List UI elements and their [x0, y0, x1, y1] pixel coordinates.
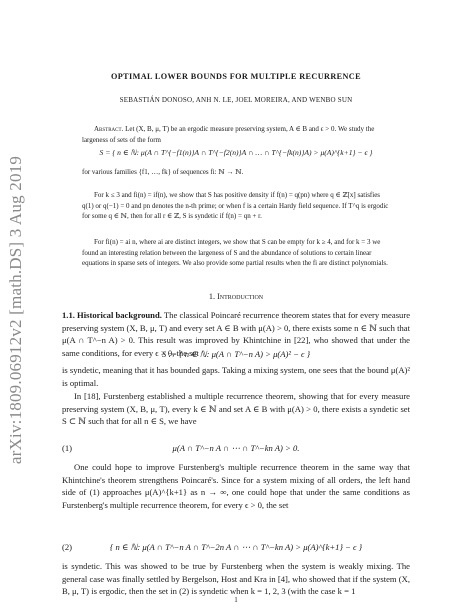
- page-number: 1: [234, 596, 238, 604]
- arxiv-identifier: arXiv:1809.06912v2 [math.DS] 3 Aug 2019: [6, 155, 25, 465]
- body-paragraph-5: is syndetic. This was showed to be true by Furstenberg when the system is weakly mixing. The general case was finally settled by Bergelson, Host and Kra in [4], who showed that if the system (X, B, μ, T) is ergodic, then the set in (2) is syndetic when k = 1, 2, 3 (with the case k = 1: [62, 561, 410, 597]
- equation-syndetic-set: S := { n ∈ ℕ: μ(A ∩ T^−n A) > μ(A)² − ϵ }: [161, 349, 311, 359]
- body-text-1: The classical Poincaré recurrence theorem states that for every measure preserving system (X, B, μ, T) and every set A ∈ B with μ(A) > 0, there exists some n ∈ ℕ such that μ(A ∩ T^−n A) > 0. This result was improved by Khintchine in [22], who showed that under the same conditions, for every ϵ > 0, the set: [62, 310, 411, 358]
- section-heading: [62, 292, 410, 301]
- abstract-paragraph-2: for various families {f1, …, fk} of sequences fi: ℕ → ℕ.: [82, 168, 244, 176]
- body-paragraph-2: is syndetic, meaning that it has bounded gaps. Taking a mixing system, one sees that the bound μ(A)² is optimal.: [62, 365, 410, 388]
- paper-authors: SEBASTIÁN DONOSO, ANH N. LE, JOEL MOREIRA, AND WENBO SUN: [119, 96, 353, 104]
- equation-1-number: (1): [62, 443, 73, 453]
- equation-2-number: (2): [62, 542, 73, 552]
- abstract-paragraph-4: For fi(n) = ai n, where ai are distinct integers, we show that S can be empty for k ≥ 4, and for k = 3 we found an interesting relation between the largeness of S and the abundance of solutions to certain linear equations in sparse sets of integers. We also provide some partial results when the fi are distinct polynomials.: [82, 238, 388, 267]
- abstract-text-1: Let (X, B, μ, T) be an ergodic measure preserving system, A ∈ B and ϵ > 0. We study the largeness of sets of the form: [82, 125, 375, 144]
- section-title: 1. Introduction: [208, 292, 264, 301]
- subsection-heading: 1.1. Historical background.: [62, 310, 162, 320]
- abstract-paragraph-1: [82, 124, 392, 145]
- paper-title: OPTIMAL LOWER BOUNDS FOR MULTIPLE RECURRENCE: [111, 72, 361, 81]
- abstract-equation: S = { n ∈ ℕ: μ(A ∩ T^{−f1(n)}A ∩ T^{−f2(n)}A ∩ … ∩ T^{−fk(n)}A) > μ(A)^{k+1} − ϵ }: [99, 148, 373, 157]
- body-paragraph-4: One could hope to improve Furstenberg's multiple recurrence theorem in the same way that Khintchine's theorem strengthens Poincaré's. Since for a system mixing of all orders, the left hand side of (1) approaches μ(A)^{k+1} as n → ∞, one could hope that under the same conditions as Furstenberg's multiple recurrence theorem, for every ϵ > 0, the set: [62, 462, 410, 510]
- equation-1: μ(A ∩ T^−n A ∩ ⋯ ∩ T^−kn A) > 0.: [172, 443, 300, 453]
- equation-2: { n ∈ ℕ: μ(A ∩ T^−n A ∩ T^−2n A ∩ ⋯ ∩ T^−kn A) > μ(A)^{k+1} − ϵ }: [109, 542, 363, 552]
- body-paragraph-3: In [18], Furstenberg established a multiple recurrence theorem, showing that for every measure preserving system (X, B, μ, T), every k ∈ ℕ and set A ∈ B with μ(A) > 0, there exists a syndetic set S ⊂ ℕ such that for all n ∈ S, we have: [62, 391, 410, 427]
- abstract-paragraph-3: For k ≤ 3 and fi(n) = if(n), we show that S has positive density if f(n) = q(pn) where q ∈ ℤ[x] satisfies q(1) or q(−1) = 0 and pn denotes the n-th prime; or when f is a certain Hardy field sequence. If T^q is ergodic for some q ∈ ℕ, then for all r ∈ ℤ, S is syndetic if f(n) = qn + r.: [82, 191, 389, 220]
- arxiv-sidebar: [4, 40, 28, 580]
- abstract-label: Abstract.: [94, 125, 124, 133]
